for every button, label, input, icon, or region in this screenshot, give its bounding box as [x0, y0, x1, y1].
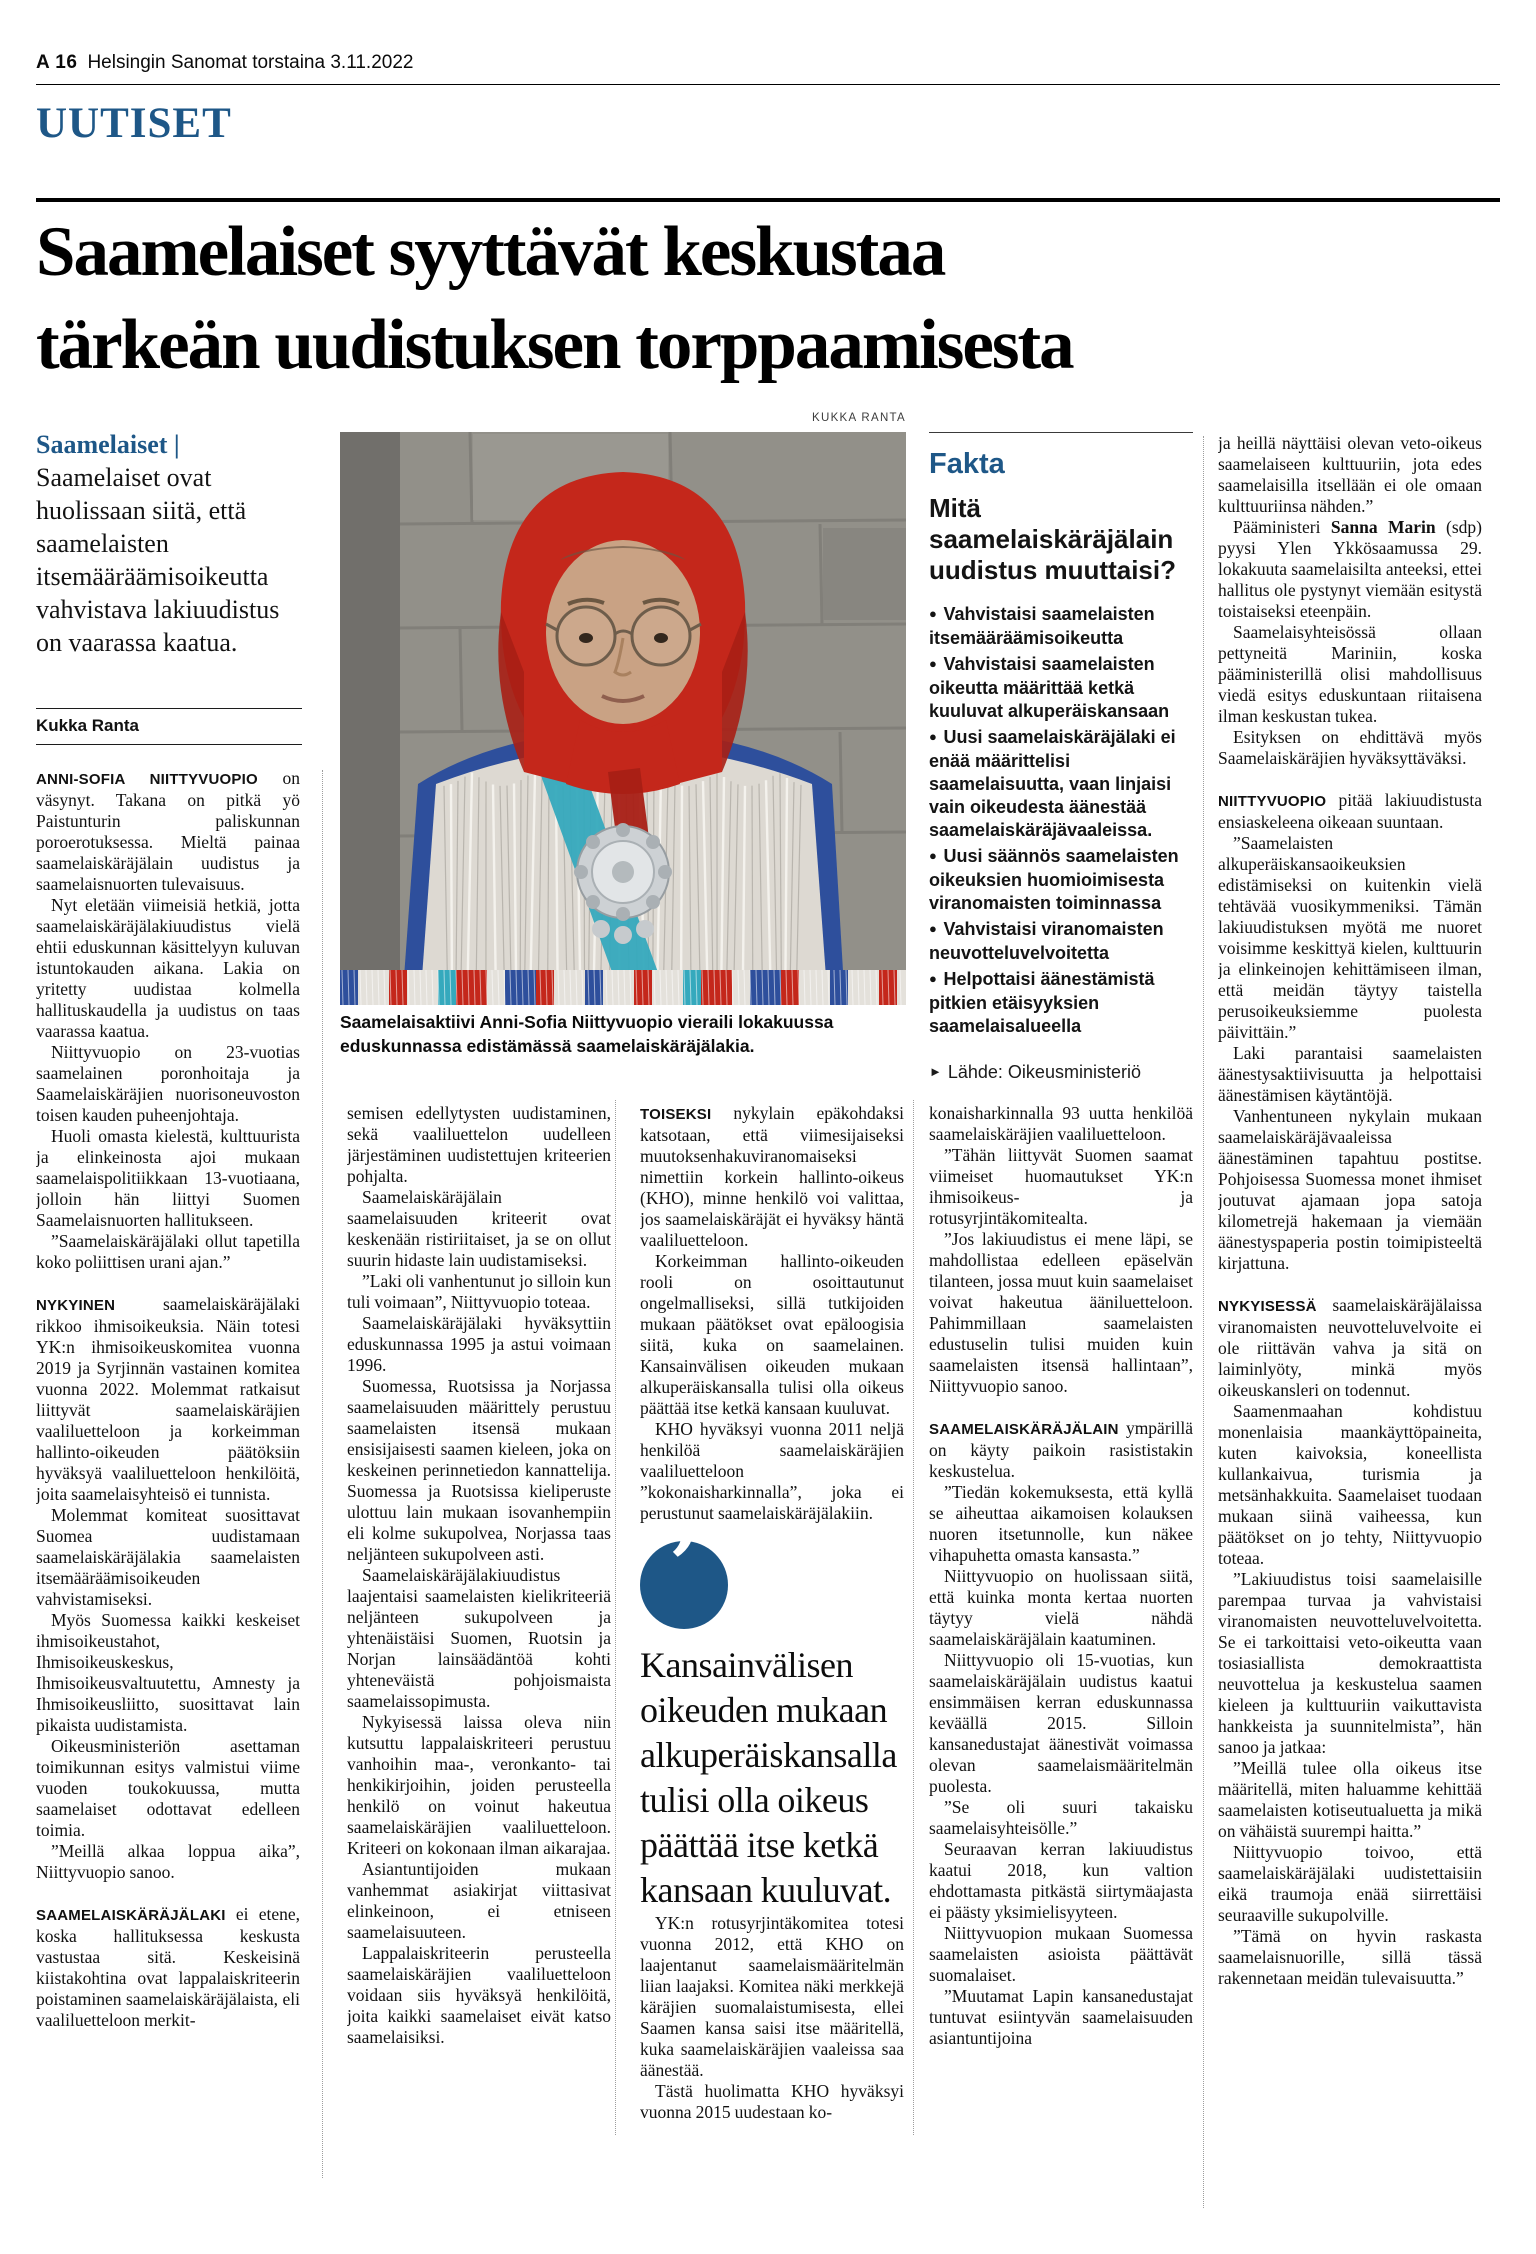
article-paragraph: ”Tämä on hyvin raskasta saamelaisnuorille, sillä tässä rakennetaan meidän tulevaisuutta.”	[1218, 1926, 1482, 1988]
photo-illustration	[340, 432, 906, 1005]
bullet-icon: ●	[929, 606, 941, 621]
article-paragraph: Niittyvuopio toivoo, että saamelaiskäräjälaki uudistettaisiin eikä traumoja enää siirrettäisi seuraaville sukupolville.	[1218, 1842, 1482, 1925]
article-paragraph: Laki parantaisi saamelaisten äänestysaktiivisuutta ja helpottaisi äänestämisen käytäntöjä.	[1218, 1043, 1482, 1105]
article-paragraph: Huoli omasta kielestä, kulttuurista ja elinkeinosta ajoi mukaan saamelaispolitiikkaan 13-vuotiaana, jolloin hän liittyi Suomen Saamelaisnuorten hallitukseen.	[36, 1126, 300, 1230]
paragraph-lead-in: ANNI-SOFIA NIITTYVUOPIO	[36, 771, 283, 788]
article-column-1	[36, 768, 300, 2188]
article-column-3	[640, 1103, 904, 2163]
source-arrow-icon: ►	[929, 1064, 942, 1079]
article-paragraph: ”Meillä tulee olla oikeus itse määritellä, miten haluamme kehittää saamelaisten kotiseutualuetta ja mikä on vähäistä suurempi haitta.”	[1218, 1758, 1482, 1841]
article-column-4	[929, 1103, 1193, 2143]
page-number: A 16	[36, 52, 78, 73]
article-paragraph: ”Saamelaiskäräjälaki ollut tapetilla koko poliittisen urani ajan.”	[36, 1231, 300, 1272]
article-paragraph: TOISEKSI nykylain epäkohdaksi katsotaan, että viimesijaiseksi muutoksenhakuviranomaiseksi nimettiin korkein hallinto-oikeus (KHO), minne henkilö voi valittaa, jos saamelaiskäräjät ei hyväksy häntä vaaliluetteloon.	[640, 1103, 904, 1250]
article-paragraph: Lappalaiskriteerin perusteella saamelaiskäräjien vaaliluetteloon voidaan siis hyväksyä henkilöitä, joita kaikki saamelaiset eivät katso saamelaisiksi.	[347, 1943, 611, 2047]
article-paragraph: Pääministeri Sanna Marin (sdp) pyysi Ylen Ykkösaamussa 29. lokakuuta saamelaisilta anteeksi, ettei hallitus ole pystynyt viemään esitystä toistaiseksi eteenpäin.	[1218, 517, 1482, 621]
paragraph-lead-in: NYKYINEN	[36, 1297, 163, 1314]
right-eye	[654, 633, 668, 643]
paragraph-lead-in: SAAMELAISKÄRÄJÄLAKI	[36, 1907, 236, 1924]
fakta-bullet: ● Helpottaisi äänestämistä pitkien etäisyyksien saamelaisalueella	[929, 969, 1155, 1036]
article-photo	[340, 432, 906, 1005]
column-divider	[1203, 436, 1204, 2208]
article-paragraph: konaisharkinnalla 93 uutta henkilöä saamelaiskäräjien vaaliluetteloon.	[929, 1103, 1193, 1144]
article-paragraph: ”Saamelaisten alkuperäiskansaoikeuksien edistämiseksi on kuitenkin vielä tehtävää vuosikymmeniksi. Tämän lakiuudistuksen myötä me nuoret voisimme keskittyä kielen, kulttuurin ja elinkeinojen kehittämiseen ilman, että meidän täytyy taistella perusoikeuksiemme puolesta päivittäin.”	[1218, 833, 1482, 1042]
pull-quote: Kansainvälisen oikeuden mukaan alkuperäiskansalla tulisi olla oikeus päättää itse ketkä kansaan kuuluvat.	[640, 1645, 897, 1910]
bullet-icon: ●	[929, 848, 941, 863]
paragraph-lead-in: NIITTYVUOPIO	[1218, 793, 1339, 810]
article-paragraph: SAAMELAISKÄRÄJÄLAIN ympärillä on käyty paikoin rasististakin keskustelua.	[929, 1418, 1193, 1481]
article-paragraph: Saamelaiskäräjälain saamelaisuuden kriteerit ovat keskenään ristiriitaiset, ja se on ollut suurin hidaste lain uudistamiseksi.	[347, 1187, 611, 1270]
article-column-2	[347, 1103, 611, 2143]
bullet-icon: ●	[929, 656, 941, 671]
article-paragraph: NIITTYVUOPIO pitää lakiuudistusta ensiaskeleena oikeaan suuntaan.	[1218, 790, 1482, 832]
article-paragraph: ANNI-SOFIA NIITTYVUOPIO on väsynyt. Takana on pitkä yö Paistunturin paliskunnan poroerotuksessa. Mieltä painaa saamelaiskäräjälain uudistus ja saamelaisnuorten tulevaisuus.	[36, 768, 300, 894]
article-paragraph: Seuraavan kerran lakiuudistus kaatui 2018, kun valtion ehdottamasta pitkästä siirtymäajasta ei päästy yksimielisyyteen.	[929, 1839, 1193, 1922]
colorful-fringe-band	[340, 970, 906, 1005]
byline: Kukka Ranta	[36, 708, 302, 745]
article-paragraph: Niittyvuopio on 23-vuotias saamelainen poronhoitaja ja Saamelaiskäräjien nuorisoneuvoston toisen kauden puheenjohtaja.	[36, 1042, 300, 1125]
paragraph-lead-in: SAAMELAISKÄRÄJÄLAIN	[929, 1421, 1126, 1438]
article-paragraph: ”Tiedän kokemuksesta, että kyllä se aiheuttaa aikamoisen kolauksen nuoren itsetunnolle, kun näkee vihapuhetta omasta kansasta.”	[929, 1482, 1193, 1565]
article-paragraph: Esityksen on ehdittävä myös Saamelaiskäräjien hyväksyttäväksi.	[1218, 727, 1482, 768]
masthead	[36, 52, 1500, 74]
article-paragraph: Nyt eletään viimeisiä hetkiä, jotta saamelaiskäräjälakiuudistus vielä ehtii eduskunnan käsittelyyn kuluvan istuntokauden aikana. Lakia on yritetty uudistaa kolmella hallituskaudella ja uudistus on taas vaarassa kaatua.	[36, 895, 300, 1041]
article-paragraph: ja heillä näyttäisi olevan veto-oikeus saamelaiseen kulttuuriin, jota edes saamelaisilla itsellään ei ole omaan kulttuuriinsa nähden.”	[1218, 433, 1482, 516]
article-paragraph: KHO hyväksyi vuonna 2011 neljä henkilöä saamelaiskäräjien vaaliluetteloon ”kokonaisharkinnalla”, joka ei perustunut saamelaiskäräjälakiin.	[640, 1419, 904, 1523]
article-paragraph: ”Lakiuudistus toisi saamelaisille parempaa turvaa ja vahvistaisi viranomaisten neuvotteluvelvoitetta. Se ei tarkoittaisi veto-oikeutta vaan tosiasiallista demokraattista neuvottelua ja keskustelua saamen kieleen ja kulttuuriin vaikuttavista hankkeista ja suunnitelmista”, hän sanoo ja jatkaa:	[1218, 1569, 1482, 1757]
bullet-icon: ●	[929, 729, 941, 744]
fakta-bullet-list	[929, 603, 1193, 1038]
fakta-bullet: ● Vahvistaisi saamelaisten itsemääräämisoikeutta	[929, 604, 1155, 648]
bullet-icon: ●	[929, 971, 941, 986]
fakta-bullet: ● Uusi säännös saamelaisten oikeuksien huomioimisesta viranomaisten toiminnassa	[929, 846, 1179, 913]
article-paragraph: semisen edellytysten uudistaminen, sekä vaaliluettelon uudelleen järjestäminen uudistettujen kriteerien pohjalta.	[347, 1103, 611, 1186]
paragraph-lead-in: TOISEKSI	[640, 1106, 734, 1123]
fakta-source-text: Lähde: Oikeusministeriö	[947, 1062, 1141, 1082]
article-paragraph: Niittyvuopio oli 15-vuotias, kun saamelaiskäräjälain uudistus kaatui ensimmäisen kerran eduskunnassa keväällä 2015. Silloin kansanedustajat äänestivät voimassa olevan saamelaismääritelmän puolesta.	[929, 1650, 1193, 1796]
article-paragraph: Vanhentuneen nykylain mukaan saamelaiskäräjävaaleissa äänestäminen tapahtuu postitse. Pohjoisessa Suomessa monet ihmiset joutuvat ajamaan jopa satoja kilometrejä hakemaan ja viemään äänestyspaperia postin toimipisteeltä kirjattuna.	[1218, 1106, 1482, 1273]
photo-credit: KUKKA RANTA	[812, 412, 906, 424]
paragraph-lead-in: NYKYISESSÄ	[1218, 1298, 1333, 1315]
column-divider	[615, 1100, 616, 2135]
masthead-rule	[36, 84, 1500, 85]
article-paragraph: Saamelaisyhteisössä ollaan pettyneitä Mariniin, koska pääministerillä olisi mahdollisuus viedä esitys eduskuntaan riitaisena ilman keskustan tukea.	[1218, 622, 1482, 726]
article-paragraph: NYKYINEN saamelaiskäräjälaki rikkoo ihmisoikeuksia. Näin totesi YK:n ihmisoikeuskomitea vuonna 2019 ja Syrjinnän vastainen komitea vuonna 2022. Molemmat ratkaisut liittyvät saamelaiskäräjien vaaliluetteloon ja korkeimman hallinto-oikeuden päätöksiin hyväksyä vaaliluetteloon henkilöitä, joita saamelaisyhteisö ei tunnista.	[36, 1294, 300, 1504]
headline-rule	[36, 198, 1500, 202]
article-paragraph: Nykyisessä laissa oleva niin kutsuttu lappalaiskriteeri perustuu vanhoihin maa-, veronkanto- tai henkikirjoihin, joiden perusteella henkilö on voinut hakeutua saamelaiskäräjien vaaliluetteloon. Kriteeri on kokonaan ilman aikarajaa.	[347, 1712, 611, 1858]
fakta-bullet: ● Uusi saamelaiskäräjälaki ei enää määrittelisi saamelaisuutta, vaan linjaisi vain oikeudesta äänestää saamelaiskäräjävaaleissa.	[929, 727, 1176, 840]
article-paragraph: Saamenmaahan kohdistuu monenlaisia maankäyttöpaineita, kuten kaivoksia, koneellista kullankaivua, turismia ja metsänhakkuita. Saamelaiset tuodaan mukaan siinä vaiheessa, kun päätökset on jo tehty, Niittyvuopio toteaa.	[1218, 1401, 1482, 1568]
fakta-title: Mitä saamelaiskäräjälain uudistus muuttaisi?	[929, 493, 1176, 585]
article-paragraph: Saamelaiskäräjälakiuudistus laajentaisi saamelaisten kielikriteeriä neljänteen sukupolveen ja yhtenäistäisi Suomen, Ruotsin ja Norjan lainsäädäntöä kohti yhteneväistä pohjoismaista saamelaissopimusta.	[347, 1565, 611, 1711]
fakta-label: Fakta	[929, 448, 1005, 480]
headline	[36, 206, 1496, 392]
article-paragraph: Suomessa, Ruotsissa ja Norjassa saamelaisuuden määrittely perustuu saamelaisten itsensä mukaan ensisijaisesti saamen kieleen, joka on keskeinen perinnetiedon kannattelija. Suomessa ja Ruotsissa kieliperuste ulottuu lain mukaan isovanhempiin eli kolme sukupolvea, Norjassa taas neljänteen sukupolveen asti.	[347, 1376, 611, 1564]
fakta-bullet: ● Vahvistaisi viranomaisten neuvotteluvelvoitetta	[929, 919, 1164, 963]
article-paragraph: Myös Suomessa kaikki keskeiset ihmisoikeustahot, Ihmisoikeuskeskus, Ihmisoikeusvaltuutettu, Amnesty ja Ihmisoikeusliitto, suosittavat lain pikaista uudistamista.	[36, 1610, 300, 1735]
column-divider	[913, 1100, 914, 2135]
article-paragraph: NYKYISESSÄ saamelaiskäräjälaissa viranomaisten neuvotteluvelvoite ei ole riittävän vahva ja sitä on laiminlyöty, minkä myös oikeuskansleri on todennut.	[1218, 1295, 1482, 1400]
fakta-source	[929, 1062, 1193, 1083]
article-paragraph: Tästä huolimatta KHO hyväksyi vuonna 2015 uudestaan ko-	[640, 2081, 904, 2122]
article-paragraph: Niittyvuopio on huolissaan siitä, että kuinka monta kertaa nuorten täytyy vielä nähdä saamelaiskäräjälain kaatuminen.	[929, 1566, 1193, 1649]
article-paragraph: ”Jos lakiuudistus ei mene läpi, se mahdollistaa edelleen epäselvän tilanteen, jossa muut kuin saamelaiset voivat hakeutua ääniluetteloon. Pahimmillaan saamelaisten edustuselin tulisi muiden kuin saamelaisten itsensä hallintaan”, Niittyvuopio sanoo.	[929, 1229, 1193, 1396]
headline-line-2: tärkeän uudistuksen torppaamisesta	[36, 306, 1073, 384]
article-paragraph: Niittyvuopion mukaan Suomessa saamelaisten asioista päättävät suomalaiset.	[929, 1923, 1193, 1985]
article-paragraph: ”Se oli suuri takaisku saamelaisyhteisölle.”	[929, 1797, 1193, 1838]
fakta-bullet: ● Vahvistaisi saamelaisten oikeutta määrittää ketkä kuuluvat alkuperäiskansaan	[929, 654, 1170, 721]
article-column-5	[1218, 433, 1482, 2215]
standfirst	[36, 428, 304, 659]
quote-circle-icon: ’	[640, 1541, 728, 1629]
left-eye	[579, 633, 593, 643]
photo-caption: Saamelaisaktiivi Anni-Sofia Niittyvuopio vieraili lokakuussa eduskunnassa edistämässä saamelaiskäräjälakia.	[340, 1012, 834, 1056]
article-paragraph: ”Muutamat Lapin kansanedustajat tuntuvat esiintyvän saamelaisuuden asiantuntijoina	[929, 1986, 1193, 2048]
article-paragraph: YK:n rotusyrjintäkomitea totesi vuonna 2012, että KHO on laajentanut saamelaismääritelmän liian laajaksi. Komitea näki merkkejä käräjien suomalaistumisesta, ellei Saamen kansa saisi itse määritellä, kuka saamelaiskäräjien vaaleissa saa äänestää.	[640, 1913, 904, 2080]
masthead-dateline: Helsingin Sanomat torstaina 3.11.2022	[87, 52, 414, 73]
article-paragraph: Molemmat komiteat suosittavat Suomea uudistamaan saamelaiskäräjälakia saamelaisten itsemääräämisoikeuden vahvistamiseksi.	[36, 1505, 300, 1609]
article-paragraph: SAAMELAISKÄRÄJÄLAKI ei etene, koska hallituksessa keskusta vastustaa sitä. Keskeisinä kiistakohtina ovat lappalaiskriteerin poistaminen saamelaiskäräjälaista, eli vaaliluetteloon merkit-	[36, 1904, 300, 2030]
fakta-box	[929, 432, 1193, 1105]
article-paragraph: ”Tähän liittyvät Suomen saamat viimeiset huomautukset YK:n ihmisoikeus- ja rotusyrjintäkomitealta.	[929, 1145, 1193, 1228]
article-paragraph: Saamelaiskäräjälaki hyväksyttiin eduskunnassa 1995 ja astui voimaan 1996.	[347, 1313, 611, 1375]
column-divider	[322, 770, 323, 2178]
article-paragraph: ”Meillä alkaa loppua aika”, Niittyvuopio sanoo.	[36, 1841, 300, 1882]
article-paragraph: ”Laki oli vanhentunut jo silloin kun tuli voimaan”, Niittyvuopio toteaa.	[347, 1271, 611, 1312]
standfirst-text: Saamelaiset ovat huolissaan siitä, että saamelaisten itsemääräämisoikeutta vahvistava lakiuudistus on vaarassa kaatua.	[36, 463, 280, 657]
section-title: UUTISET	[36, 100, 232, 147]
article-paragraph: Asiantuntijoiden mukaan vanhemmat asiakirjat viittasivat elinkeinoon, ei etniseen saamelaisuuteen.	[347, 1859, 611, 1942]
kicker: Saamelaiset |	[36, 430, 180, 459]
article-paragraph: Korkeimman hallinto-oikeuden rooli on osoittautunut ongelmalliseksi, sillä tutkijoiden mukaan päätökset ovat epäloogisia siitä, kuka on saamelainen. Kansainvälisen oikeuden mukaan alkuperäiskansalla tulisi olla oikeus päättää itse ketkä kansaan kuuluvat.	[640, 1251, 904, 1418]
bullet-icon: ●	[929, 921, 941, 936]
headline-line-1: Saamelaiset syyttävät keskustaa	[36, 213, 945, 291]
article-paragraph: Oikeusministeriön asettaman toimikunnan esitys valmistui viime vuoden toukokuussa, mutta saamelaiset odottavat edelleen toimia.	[36, 1736, 300, 1840]
